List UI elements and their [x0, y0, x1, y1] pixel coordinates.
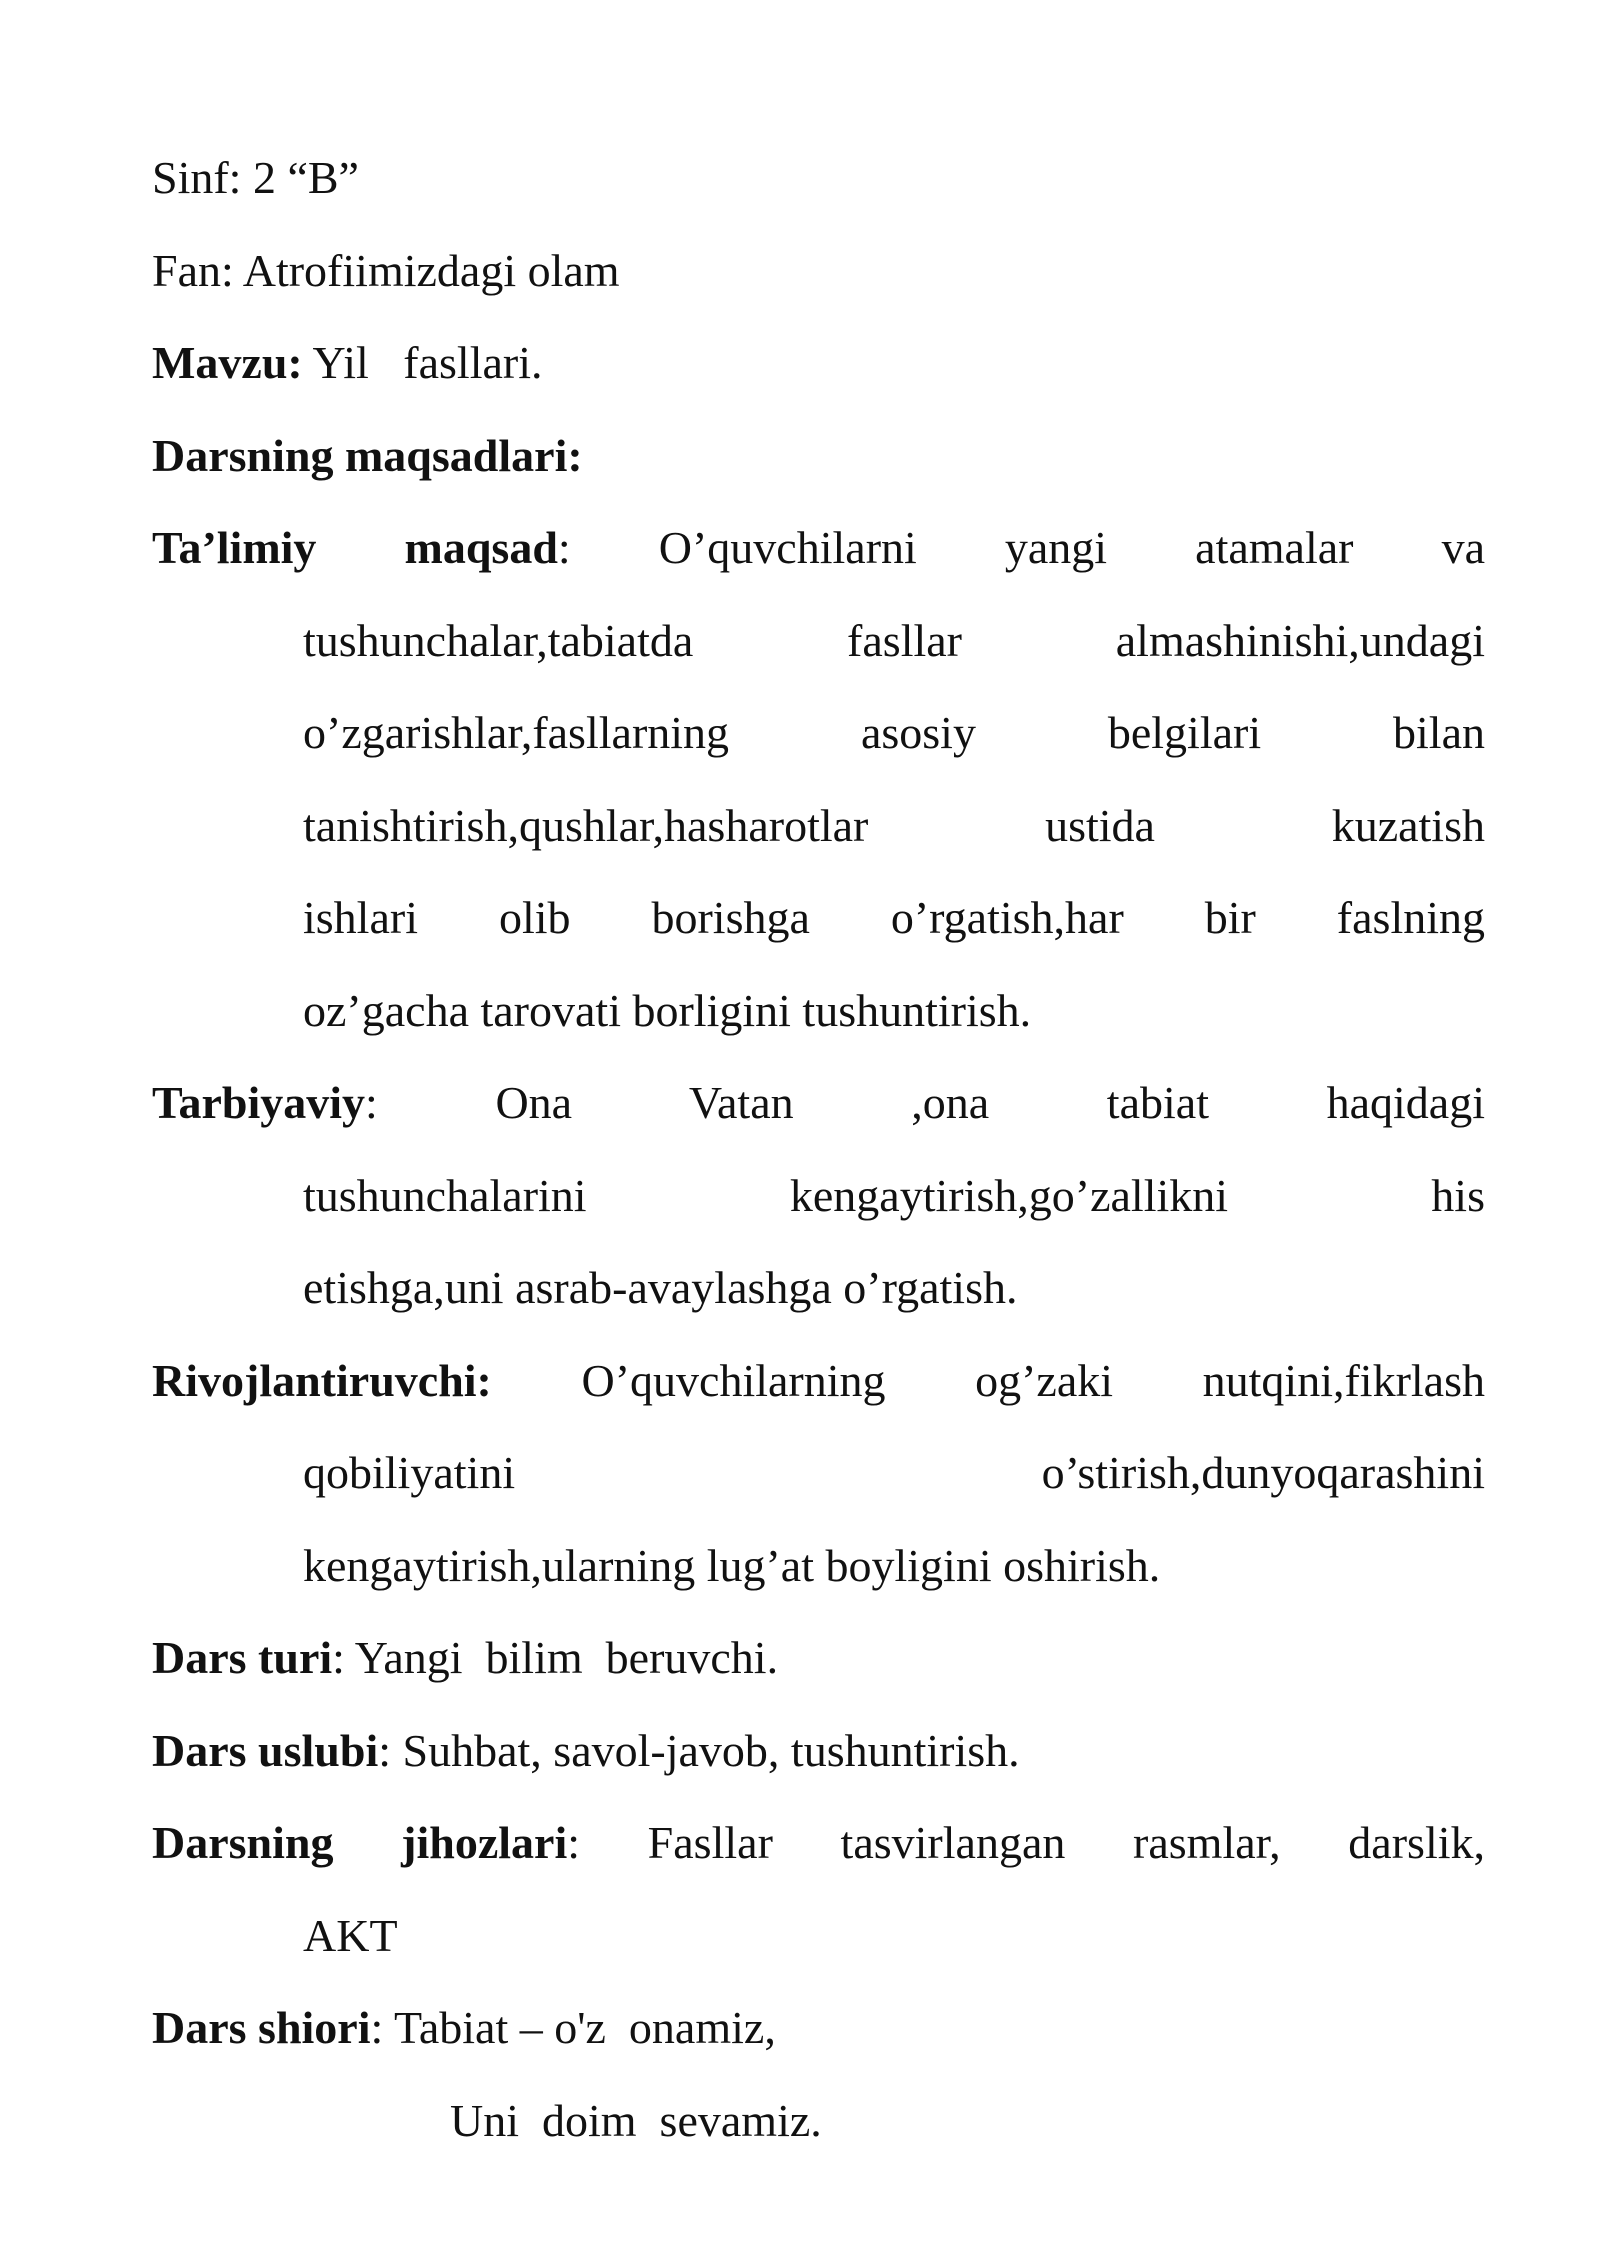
tarbiyaviy-label: Tarbiyaviy: [152, 1077, 366, 1128]
mavzu-value: Yil fasllari.: [302, 337, 543, 388]
talimiy-line-1: [152, 502, 1485, 595]
fan-text: Fan: Atrofiimizdagi olam: [152, 244, 620, 296]
jihozlari-text-1: : Fasllar tasvirlangan rasmlar, darslik,: [567, 1817, 1485, 1868]
jihozlari-line-2: [152, 1890, 1485, 1983]
shiori-line-2: [152, 2075, 1485, 2168]
talimiy-line-4: [152, 780, 1485, 873]
talimiy-line-3: [152, 687, 1485, 780]
talimiy-line-6: [152, 965, 1485, 1058]
jihozlari-label: Darsning jihozlari: [152, 1817, 568, 1868]
uslubi-value: : Suhbat, savol-javob, tushuntirish.: [378, 1724, 1020, 1776]
shiori-label: Dars shiori: [152, 2002, 371, 2053]
tarbiyaviy-text-3: etishga,uni asrab-avaylashga o’rgatish.: [303, 1262, 1018, 1313]
rivoj-line-3: [152, 1520, 1485, 1613]
talimiy-label: Ta’limiy maqsad: [152, 522, 558, 573]
turi-value: : Yangi bilim beruvchi.: [332, 1632, 779, 1683]
uslubi-label: Dars uslubi: [152, 1724, 379, 1776]
tarbiyaviy-text-2: tushunchalarini kengaytirish,go’zallikni his: [303, 1169, 1485, 1221]
rivoj-text-3: kengaytirish,ularning lug’at boyligini oshirish.: [303, 1539, 1161, 1591]
turi-label: Dars turi: [152, 1632, 333, 1683]
jihozlari-text-2: AKT: [303, 1909, 398, 1961]
maqsadlar-heading: Darsning maqsadlari:: [152, 429, 583, 481]
maqsadlar-heading-line: [152, 410, 1485, 503]
tarbiyaviy-line-3: [152, 1242, 1485, 1335]
shiori-line-1: [152, 1982, 1485, 2075]
talimiy-text-5: ishlari olib borishga o’rgatish,har bir faslning: [303, 892, 1485, 943]
talimiy-text-3: o’zgarishlar,fasllarning asosiy belgilari bilan: [303, 707, 1485, 758]
uslubi-line: [152, 1705, 1485, 1798]
talimiy-text-6: oz’gacha tarovati borligini tushuntirish.: [303, 984, 1032, 1036]
rivoj-line-2: [152, 1427, 1485, 1520]
talimiy-text-2: tushunchalar,tabiatda fasllar almashinishi,undagi: [303, 614, 1485, 666]
shiori-text-2: Uni doim sevamiz.: [450, 2094, 822, 2146]
mavzu-line: [152, 317, 1485, 410]
rivoj-label: Rivojlantiruvchi:: [152, 1354, 492, 1406]
shiori-text-1: : Tabiat – o'z onamiz,: [370, 2002, 776, 2053]
talimiy-text-4: tanishtirish,qushlar,hasharotlar ustida kuzatish: [303, 799, 1485, 851]
rivoj-text-2: qobiliyatini o’stirish,dunyoqarashini: [303, 1447, 1485, 1498]
sinf-text: Sinf: 2 “B”: [152, 152, 359, 203]
sinf-line: [152, 132, 1485, 225]
turi-line: [152, 1612, 1485, 1705]
jihozlari-line-1: [152, 1797, 1485, 1890]
talimiy-text-1: : O’quvchilarni yangi atamalar va: [557, 522, 1485, 573]
rivoj-text-1: O’quvchilarning og’zaki nutqini,fikrlash: [491, 1354, 1485, 1406]
mavzu-label: Mavzu:: [152, 337, 303, 388]
fan-line: [152, 225, 1485, 318]
rivoj-line-1: [152, 1335, 1485, 1428]
talimiy-line-2: [152, 595, 1485, 688]
tarbiyaviy-line-1: [152, 1057, 1485, 1150]
tarbiyaviy-line-2: [152, 1150, 1485, 1243]
tarbiyaviy-text-1: : Ona Vatan ,ona tabiat haqidagi: [365, 1077, 1485, 1128]
talimiy-line-5: [152, 872, 1485, 965]
